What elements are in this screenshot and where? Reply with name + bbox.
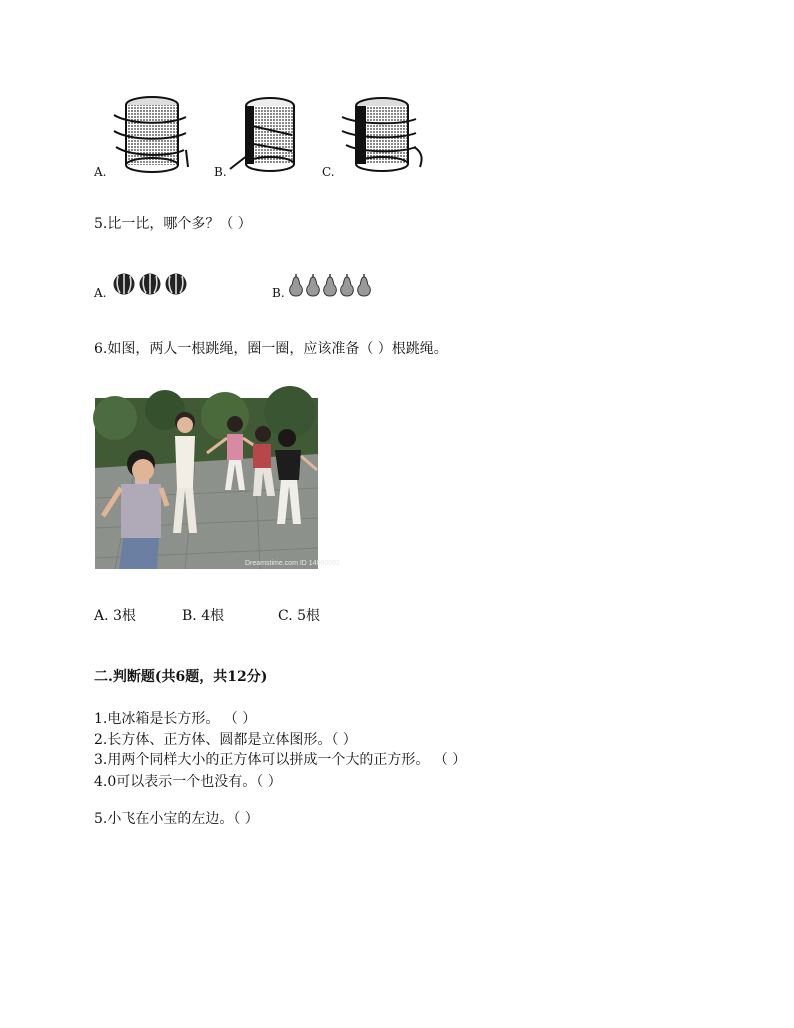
children-playing-photo [95, 398, 340, 569]
option-b-label[interactable]: B. [214, 165, 227, 179]
judge-item-5: 5.小飞在小宝的左边。（ ） [94, 811, 259, 827]
cylinder-rope-image-c [340, 95, 425, 175]
section-2-title: 二.判断题(共6题，共12分) [94, 669, 268, 685]
q6-option-b[interactable]: B. 4根 [182, 608, 225, 624]
q5-option-a-label[interactable]: A. [94, 286, 107, 300]
cylinder-rope-image-a [110, 95, 190, 175]
judge-item-1: 1.电冰箱是长方形。 （ ） [94, 711, 257, 727]
cylinder-rope-image-b [228, 95, 308, 175]
watermelon-icon [112, 272, 188, 296]
option-a-label[interactable]: A. [94, 165, 107, 179]
judge-item-2: 2.长方体、正方体、圆都是立体图形。（ ） [94, 732, 357, 748]
option-c-label[interactable]: C. [322, 165, 335, 179]
q6-option-a[interactable]: A. 3根 [94, 608, 136, 624]
question-5-text: 5.比一比，哪个多？（ ） [94, 216, 252, 232]
judge-item-3: 3.用两个同样大小的正方体可以拼成一个大的正方形。 （ ） [94, 752, 467, 768]
question-6-text: 6.如图，两人一根跳绳，圈一圈，应该准备（ ）根跳绳。 [94, 341, 448, 357]
photo-watermark: Dreamstime.com ID 14060082 [245, 560, 340, 567]
judge-item-4: 4.0可以表示一个也没有。（ ） [94, 774, 282, 790]
pear-icon [288, 272, 374, 298]
q5-option-b-label[interactable]: B. [272, 286, 285, 300]
q6-option-c[interactable]: C. 5根 [278, 608, 321, 624]
